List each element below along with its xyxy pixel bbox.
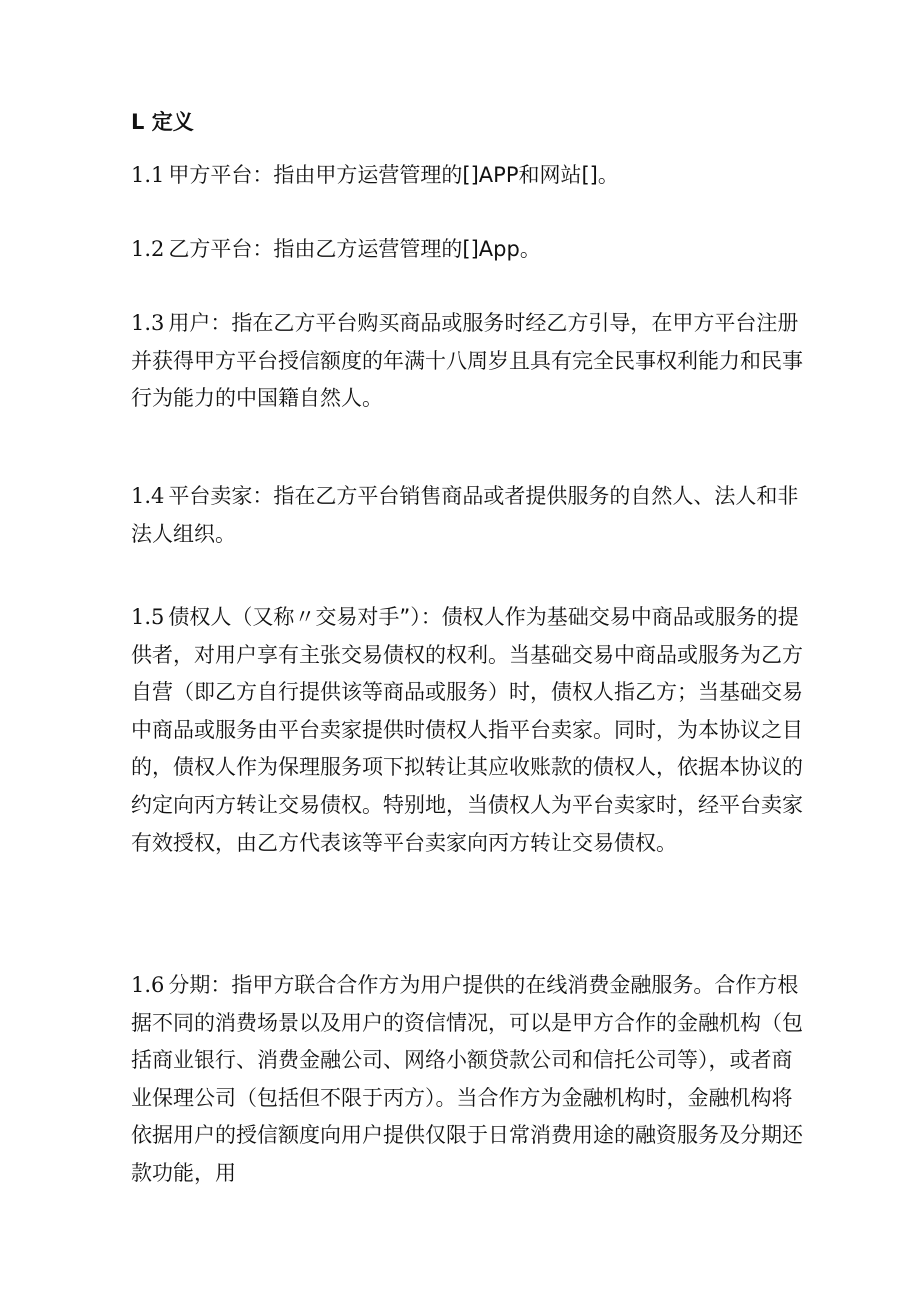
clause-number: 1.5 (131, 605, 165, 629)
clause-text: 甲方平台：指由甲方运营管理的[]APP和网站[]。 (168, 163, 619, 187)
clause-number: 1.3 (131, 311, 165, 335)
definition-paragraph-1-5 (131, 599, 811, 862)
definition-paragraph-1-6 (131, 967, 811, 1193)
clause-text: 平台卖家：指在乙方平台销售商品或者提供服务的自然人、法人和非法人组织。 (131, 484, 799, 546)
clause-text: 乙方平台：指由乙方运营管理的[]App。 (168, 237, 541, 261)
definition-paragraph-1-1 (131, 157, 811, 195)
clause-number: 1.4 (131, 484, 165, 508)
clause-text: 用户：指在乙方平台购买商品或服务时经乙方引导，在甲方平台注册并获得甲方平台授信额度的年满十八周岁且具有完全民事权利能力和民事行为能力的中国籍自然人。 (131, 311, 803, 411)
definition-paragraph-1-4 (131, 478, 811, 553)
section-title: L 定义 (131, 110, 194, 134)
clause-number: 1.6 (131, 973, 165, 997)
clause-number: 1.1 (131, 163, 165, 187)
clause-text: 债权人（又称〃交易对手”）：债权人作为基础交易中商品或服务的提供者，对用户享有主张交易债权的权利。当基础交易中商品或服务为乙方自营（即乙方自行提供该等商品或服务）时，债权人指乙方；当基础交易中商品或服务由平台卖家提供时债权人指平台卖家。同时，为本协议之目的，债权人作为保理服务项下拟转让其应收账款的债权人，依据本协议的约定向丙方转让交易债权。特别地，当债权人为平台卖家时，经平台卖家有效授权，由乙方代表该等平台卖家向丙方转让交易债权。 (131, 605, 803, 855)
clause-number: 1.2 (131, 237, 165, 261)
definition-paragraph-1-3 (131, 305, 811, 418)
definition-paragraph-1-2 (131, 231, 811, 269)
clause-text: 分期：指甲方联合合作方为用户提供的在线消费金融服务。合作方根据不同的消费场景以及用户的资信情况，可以是甲方合作的金融机构（包括商业银行、消费金融公司、网络小额贷款公司和信托公司等），或者商业保理公司（包括但不限于丙方）。当合作方为金融机构时，金融机构将依据用户的授信额度向用户提供仅限于日常消费用途的融资服务及分期还款功能，用 (131, 973, 803, 1185)
